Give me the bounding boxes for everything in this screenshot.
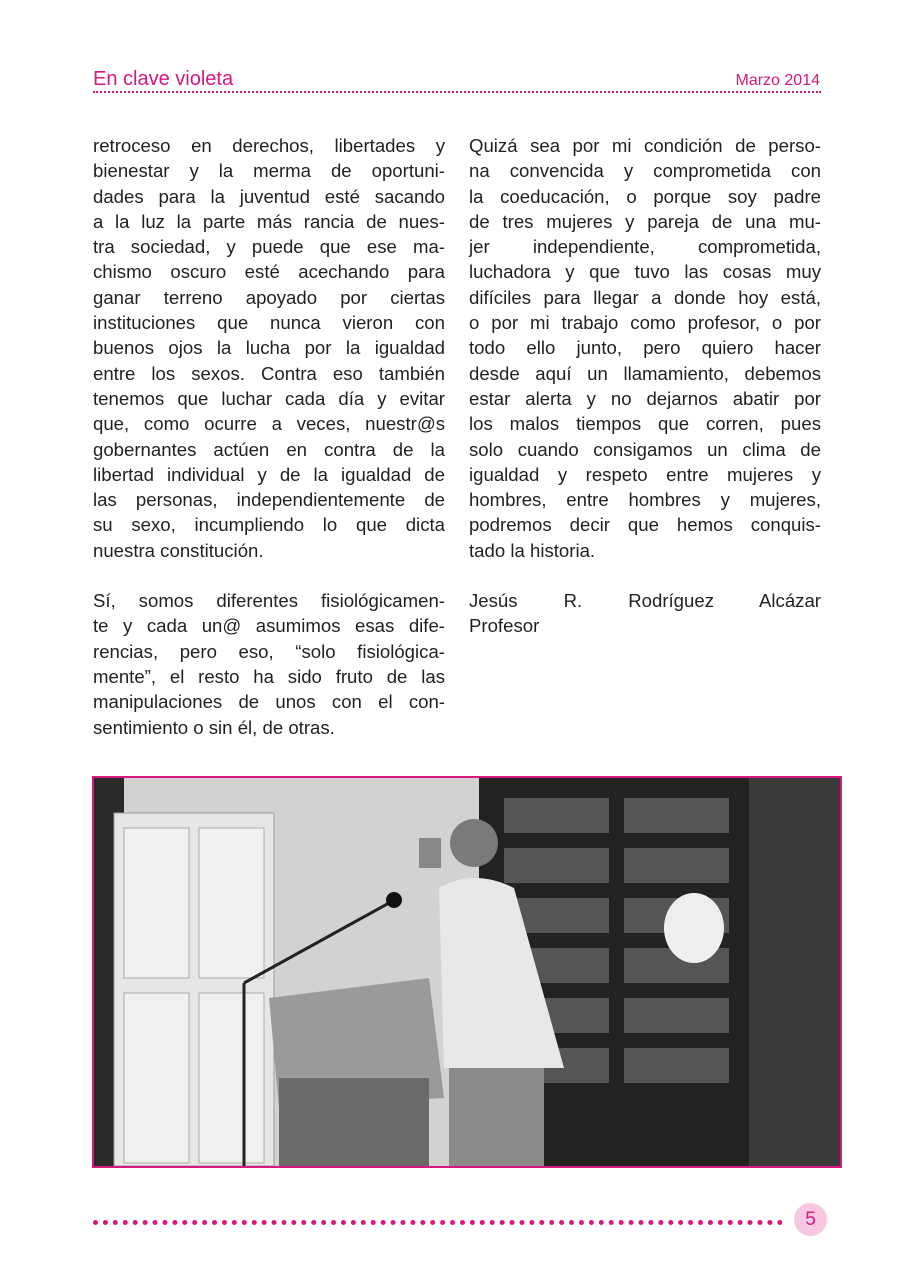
text-line: te y cada un@ asumimos esas dife-	[93, 615, 445, 637]
left-column	[93, 133, 445, 765]
text-line: bienestar y la merma de oportuni-	[93, 160, 445, 182]
text-line: manipulaciones de unos con el con-	[93, 691, 445, 713]
text-line: Quizá sea por mi condición de perso-	[469, 135, 821, 156]
text-line: tenemos que luchar cada día y evitar	[93, 387, 445, 409]
text-line: instituciones que nunca vieron con	[93, 312, 445, 334]
text-line: los malos tiempos que corren, pues	[469, 413, 821, 435]
footer-divider	[93, 1220, 783, 1225]
text-line: retroceso en derechos, libertades y	[93, 135, 445, 156]
text-line: luchadora y que tuvo las cosas muy	[469, 261, 821, 283]
text-line: Jesús R. Rodríguez Alcázar	[469, 590, 821, 612]
text-line: Profesor	[469, 615, 540, 637]
speaker-photo	[92, 776, 842, 1168]
text-line: dades para la juventud esté sacando	[93, 185, 445, 207]
text-line: que, como ocurre a veces, nuestr@s	[93, 413, 445, 435]
text-line: tra sociedad, y puede que ese ma-	[93, 236, 445, 258]
text-line: difíciles para llegar a donde hoy está,	[469, 286, 821, 308]
text-line: ganar terreno apoyado por ciertas	[93, 286, 445, 308]
paragraph	[469, 133, 821, 563]
text-line: na convencida y comprometida con	[469, 160, 821, 182]
photo-illustration	[94, 778, 840, 1166]
issue-date: Marzo 2014	[735, 72, 820, 89]
page-number: 5	[794, 1203, 827, 1236]
text-line: de tres mujeres y pareja de una mu-	[469, 210, 821, 232]
right-column	[469, 133, 821, 664]
text-line: desde aquí un llamamiento, debemos	[469, 362, 821, 384]
text-line: Sí, somos diferentes fisiológicamen-	[93, 590, 445, 612]
text-line: estar alerta y no dejarnos abatir por	[469, 387, 821, 409]
header-divider	[93, 91, 821, 93]
text-line: solo cuando consigamos un clima de	[469, 438, 821, 460]
text-line: o por mi trabajo como profesor, o por	[469, 312, 821, 334]
text-line: podremos decir que hemos conquis-	[469, 514, 821, 536]
text-line: su sexo, incumpliendo lo que dicta	[93, 514, 445, 536]
text-line: las personas, independientemente de	[93, 489, 445, 511]
text-line: hombres, entre hombres y mujeres,	[469, 489, 821, 511]
text-line: tado la historia.	[469, 539, 596, 561]
text-line: a la luz la parte más rancia de nues-	[93, 210, 445, 232]
paragraph	[469, 588, 821, 639]
text-line: buenos ojos la lucha por la igualdad	[93, 337, 445, 359]
paragraph	[93, 133, 445, 563]
text-line: chismo oscuro esté acechando para	[93, 261, 445, 283]
text-line: gobernantes actúen en contra de la	[93, 438, 445, 460]
text-line: la coeducación, o porque soy padre	[469, 185, 821, 207]
text-line: mente”, el resto ha sido fruto de las	[93, 665, 445, 687]
text-line: nuestra constitución.	[93, 539, 264, 561]
text-line: jer independiente, comprometida,	[469, 236, 821, 258]
text-line: libertad individual y de la igualdad de	[93, 463, 445, 485]
publication-title: En clave violeta	[93, 68, 234, 90]
text-line: sentimiento o sin él, de otras.	[93, 716, 335, 738]
text-line: todo ello junto, pero quiero hacer	[469, 337, 821, 359]
text-line: rencias, pero eso, “solo fisiológica-	[93, 640, 445, 662]
text-line: igualdad y respeto entre mujeres y	[469, 463, 821, 485]
paragraph	[93, 588, 445, 740]
text-line: entre los sexos. Contra eso también	[93, 362, 445, 384]
